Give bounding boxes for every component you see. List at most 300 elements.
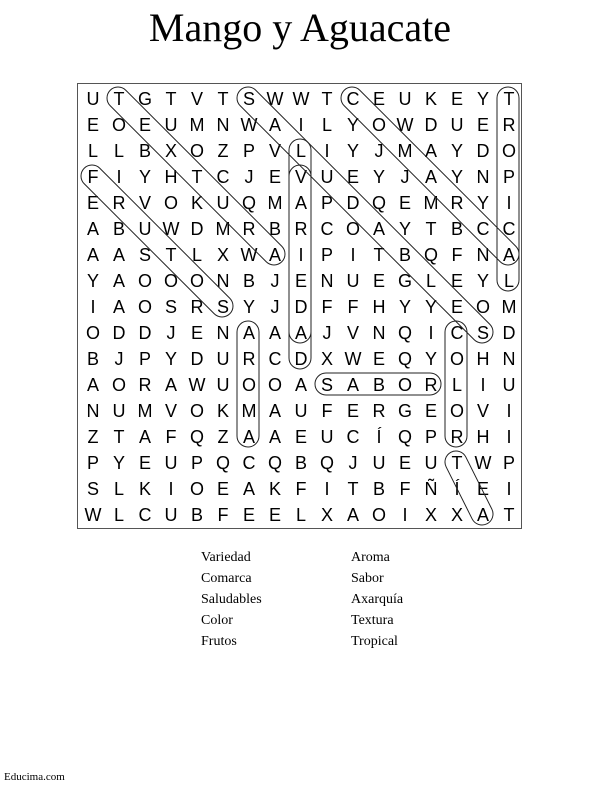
grid-letter: Y [424,297,437,317]
grid-letter: R [372,401,386,421]
grid-letter: A [346,505,359,525]
grid-letter: T [451,453,463,473]
grid-letter: Y [138,167,151,187]
grid-letter: E [190,323,203,343]
grid-letter: F [165,427,177,447]
grid-letter: Y [86,271,99,291]
grid-letter: F [451,245,463,265]
grid-letter: E [294,271,307,291]
grid-letter: A [424,167,437,187]
grid-letter: O [345,219,360,239]
grid-letter: I [116,167,122,187]
grid-letter: M [397,141,413,161]
grid-letter: D [294,349,308,369]
grid-letter: Q [397,427,412,447]
grid-letter: L [113,505,124,525]
grid-letter: I [298,115,304,135]
grid-letter: A [476,505,489,525]
grid-letter: E [138,453,151,473]
grid-letter: T [503,89,515,109]
grid-letter: Q [241,193,256,213]
grid-letter: O [501,141,516,161]
grid-letter: R [424,375,438,395]
grid-letter: Q [423,245,438,265]
grid-letter: C [346,427,360,447]
grid-letter: S [138,245,151,265]
grid-letter: V [268,141,281,161]
grid-letter: C [320,219,334,239]
grid-letter: S [164,297,177,317]
grid-letter: O [111,115,126,135]
grid-letter: V [138,193,151,213]
grid-letter: P [86,453,99,473]
grid-letter: I [506,479,512,499]
grid-letter: A [294,323,307,343]
grid-letter: E [424,401,437,421]
grid-letter: U [424,453,438,473]
grid-letter: E [294,427,307,447]
grid-letter: U [216,375,230,395]
grid-letter: D [502,323,516,343]
grid-letter: G [397,401,412,421]
grid-letter: H [372,297,386,317]
grid-letter: A [268,323,281,343]
grid-letter: Y [398,219,411,239]
grid-letter: U [86,89,100,109]
grid-letter: T [321,89,333,109]
grid-letter: Í [376,427,382,447]
grid-letter: R [502,115,516,135]
grid-letter: U [138,219,152,239]
grid-letter: H [164,167,178,187]
grid-letter: E [450,271,463,291]
grid-letter: E [398,453,411,473]
grid-letter: B [450,219,463,239]
grid-letter: Ñ [424,479,438,499]
grid-letter: Y [476,193,489,213]
grid-letter: S [476,323,489,343]
grid-letter: O [189,141,204,161]
grid-letter: X [424,505,437,525]
grid-letter: T [217,89,229,109]
grid-letter: O [475,297,490,317]
grid-letter: I [298,245,304,265]
grid-letter: K [138,479,151,499]
grid-letter: O [449,349,464,369]
grid-letter: R [138,375,152,395]
word-list-item: Tropical [351,634,398,649]
grid-letter: O [189,479,204,499]
grid-letter: O [137,271,152,291]
grid-letter: U [112,401,126,421]
grid-letter: X [320,505,333,525]
grid-letter: O [241,375,256,395]
grid-letter: E [346,401,359,421]
grid-letter: A [86,245,99,265]
grid-letter: N [502,349,516,369]
grid-letter: I [480,375,486,395]
grid-letter: O [137,297,152,317]
grid-letter: Z [87,427,99,447]
grid-letter: R [450,427,464,447]
word-list-item: Aroma [351,550,390,565]
grid-letter: Y [476,271,489,291]
grid-letter: B [190,505,203,525]
grid-letter: E [268,505,281,525]
grid-letter: B [294,453,307,473]
grid-letter: W [474,453,492,473]
grid-letter: K [268,479,281,499]
grid-letter: Í [454,479,460,499]
grid-letter: N [216,271,230,291]
grid-letter: K [190,193,203,213]
grid-letter: P [190,453,203,473]
grid-letter: U [294,401,308,421]
grid-letter: V [164,401,177,421]
grid-letter: P [138,349,151,369]
grid-letter: O [371,115,386,135]
grid-letter: I [324,479,330,499]
grid-letter: P [424,427,437,447]
grid-letter: C [216,167,230,187]
grid-letter: E [372,89,385,109]
grid-letter: Y [164,349,177,369]
puzzle-title: Mango y Aguacate [148,5,452,50]
grid-letter: F [295,479,307,499]
grid-letter: A [86,375,99,395]
grid-letter: D [112,323,126,343]
grid-letter: S [242,89,255,109]
grid-letter: H [476,349,490,369]
grid-letter: Y [346,141,359,161]
grid-letter: A [112,297,125,317]
word-list-item: Comarca [201,571,252,586]
grid-letter: T [191,167,203,187]
grid-letter: L [191,245,202,265]
grid-letter: J [166,323,176,343]
grid-letter: F [217,505,229,525]
grid-letter: D [138,323,152,343]
grid-letter: I [90,297,96,317]
grid-letter: Z [217,427,229,447]
grid-letter: E [86,193,99,213]
grid-letter: S [216,297,229,317]
grid-letter: L [503,271,514,291]
word-list-item: Color [201,613,233,628]
grid-letter: A [268,115,281,135]
grid-letter: A [268,427,281,447]
grid-letter: B [372,375,385,395]
grid-letter: A [164,375,177,395]
grid-letter: L [87,141,98,161]
grid-letter: R [294,219,308,239]
grid-letter: T [113,89,125,109]
grid-letter: M [241,401,257,421]
grid-letter: U [372,453,386,473]
grid-letter: R [190,297,204,317]
grid-letter: D [190,349,204,369]
word-list-left [201,547,262,652]
grid-letter: A [268,245,281,265]
grid-letter: Y [372,167,385,187]
grid-letter: L [451,375,462,395]
grid-letter: B [112,219,125,239]
grid-letter: C [242,453,256,473]
grid-letter: U [320,167,334,187]
grid-letter: E [398,193,411,213]
grid-letter: R [450,193,464,213]
grid-letter: V [476,401,489,421]
grid-letter: P [320,193,333,213]
grid-letter: L [295,505,306,525]
grid-letter: A [372,219,385,239]
grid-letter: W [344,349,362,369]
grid-letter: W [188,375,206,395]
site-credit: Educima.com [4,771,65,783]
grid-letter: N [86,401,100,421]
grid-letter: Y [450,141,463,161]
grid-letter: C [450,323,464,343]
grid-letter: A [268,401,281,421]
grid-letter: E [450,89,463,109]
word-list-right [351,547,403,652]
grid-letter: T [347,479,359,499]
grid-letter: Q [397,349,412,369]
grid-letter: Y [424,349,437,369]
grid-letter: J [322,323,332,343]
grid-letter: E [138,115,151,135]
grid-letter: A [502,245,515,265]
puzzle-grid [77,83,522,529]
grid-letter: U [216,349,230,369]
grid-letter: I [402,505,408,525]
grid-letter: T [165,245,177,265]
grid-letter: Q [215,453,230,473]
grid-letter: I [428,323,434,343]
grid-letter: J [374,141,384,161]
grid-letter: B [242,271,255,291]
grid-letter: L [321,115,332,135]
grid-letter: Y [476,89,489,109]
grid-letter: O [163,271,178,291]
grid-letter: B [398,245,411,265]
grid-letter: R [112,193,126,213]
grid-letter: A [424,141,437,161]
grid-letter: R [242,349,256,369]
grid-letter: I [506,427,512,447]
grid-letter: T [425,219,437,239]
grid-letter: U [164,453,178,473]
grid-letter: U [164,115,178,135]
grid-letter: B [138,141,151,161]
grid-letter: Q [267,453,282,473]
grid-letter: U [346,271,360,291]
grid-letter: E [476,115,489,135]
grid-letter: O [85,323,100,343]
grid-letter: T [165,89,177,109]
grid-letter: U [398,89,412,109]
grid-letter: H [476,427,490,447]
grid-letter: C [346,89,360,109]
grid-letter: I [506,193,512,213]
grid-letter: U [164,505,178,525]
grid-letter: W [240,115,258,135]
grid-letter: C [138,505,152,525]
grid-letter: N [476,245,490,265]
grid-letter: O [189,271,204,291]
grid-letter: N [320,271,334,291]
grid-letter: W [396,115,414,135]
grid-letter: A [112,245,125,265]
grid-letter: W [266,89,284,109]
grid-letter: C [502,219,516,239]
grid-letter: A [242,479,255,499]
grid-letter: X [320,349,333,369]
grid-letter: S [320,375,333,395]
grid-letter: T [373,245,385,265]
grid-letter: B [86,349,99,369]
grid-letter: M [267,193,283,213]
grid-letter: L [113,479,124,499]
grid-letter: J [348,453,358,473]
grid-letter: F [399,479,411,499]
grid-letter: N [216,115,230,135]
grid-letter: E [372,349,385,369]
grid-letter: L [425,271,436,291]
grid-letter: J [400,167,410,187]
grid-letter: U [216,193,230,213]
grid-letter: C [268,349,282,369]
grid-letter: E [86,115,99,135]
grid-letter: E [242,505,255,525]
grid-letter: N [476,167,490,187]
grid-letter: R [242,219,256,239]
grid-letter: M [423,193,439,213]
grid-letter: A [138,427,151,447]
grid-letter: A [86,219,99,239]
grid-letter: E [476,479,489,499]
grid-letter: S [86,479,99,499]
word-list-item: Sabor [351,571,384,586]
grid-letter: P [242,141,255,161]
grid-letter: F [87,167,99,187]
grid-letter: V [294,167,307,187]
grid-letter: Y [450,167,463,187]
grid-letter: L [113,141,124,161]
grid-letter: J [270,271,280,291]
grid-letter: I [324,141,330,161]
grid-letter: B [268,219,281,239]
grid-letter: I [350,245,356,265]
grid-letter: A [242,427,255,447]
grid-letter: F [321,401,333,421]
grid-letter: K [216,401,229,421]
grid-letter: O [397,375,412,395]
grid-letter: A [346,375,359,395]
grid-letter: N [372,323,386,343]
grid-letter: D [424,115,438,135]
grid-letter: Q [319,453,334,473]
grid-letter: A [242,323,255,343]
grid-letter: X [216,245,229,265]
grid-letter: V [346,323,359,343]
grid-letter: Z [217,141,229,161]
grid-letter: O [163,193,178,213]
grid-letter: O [371,505,386,525]
grid-letter: T [503,505,515,525]
word-list-item: Axarquía [351,592,404,607]
grid-letter: U [320,427,334,447]
grid-letter: T [113,427,125,447]
grid-letter: A [294,375,307,395]
grid-letter: I [168,479,174,499]
grid-letter: Y [346,115,359,135]
grid-letter: Y [242,297,255,317]
grid-letter: Q [371,193,386,213]
grid-letter: X [164,141,177,161]
grid-letter: P [502,453,515,473]
grid-letter: O [189,401,204,421]
grid-letter: E [372,271,385,291]
grid-letter: M [501,297,517,317]
grid-letter: L [295,141,306,161]
grid-letter: D [476,141,490,161]
grid-letter: W [292,89,310,109]
grid-letter: U [450,115,464,135]
grid-letter: F [347,297,359,317]
grid-letter: A [112,271,125,291]
word-list-item: Frutos [201,634,237,649]
grid-letter: M [137,401,153,421]
grid-letter: J [114,349,124,369]
grid-letter: Q [397,323,412,343]
grid-letter: X [450,505,463,525]
grid-letter: P [502,167,515,187]
grid-letter: E [450,297,463,317]
grid-letter: A [294,193,307,213]
grid-letter: M [189,115,205,135]
word-list-item: Saludables [201,592,262,607]
grid-letter: I [506,401,512,421]
grid-letter: Y [398,297,411,317]
grid-letter: B [372,479,385,499]
grid-letter: D [346,193,360,213]
grid-letter: Q [189,427,204,447]
grid-letter: E [346,167,359,187]
grid-letter: U [502,375,516,395]
grid-letter: F [321,297,333,317]
grid-letter: Y [112,453,125,473]
grid-letter: W [84,505,102,525]
grid-letter: D [190,219,204,239]
grid-letter: G [397,271,412,291]
grid-letter: J [244,167,254,187]
grid-letter: O [449,401,464,421]
grid-letter: W [240,245,258,265]
grid-letter: N [216,323,230,343]
grid-letter: M [215,219,231,239]
grid-letter: P [320,245,333,265]
grid-letter: O [267,375,282,395]
grid-letter: C [476,219,490,239]
word-list-item: Textura [351,613,394,628]
grid-letter: E [268,167,281,187]
grid-letter: V [190,89,203,109]
grid-letter: O [111,375,126,395]
grid-letter: K [424,89,437,109]
grid-letter: G [137,89,152,109]
grid-letter: J [270,297,280,317]
